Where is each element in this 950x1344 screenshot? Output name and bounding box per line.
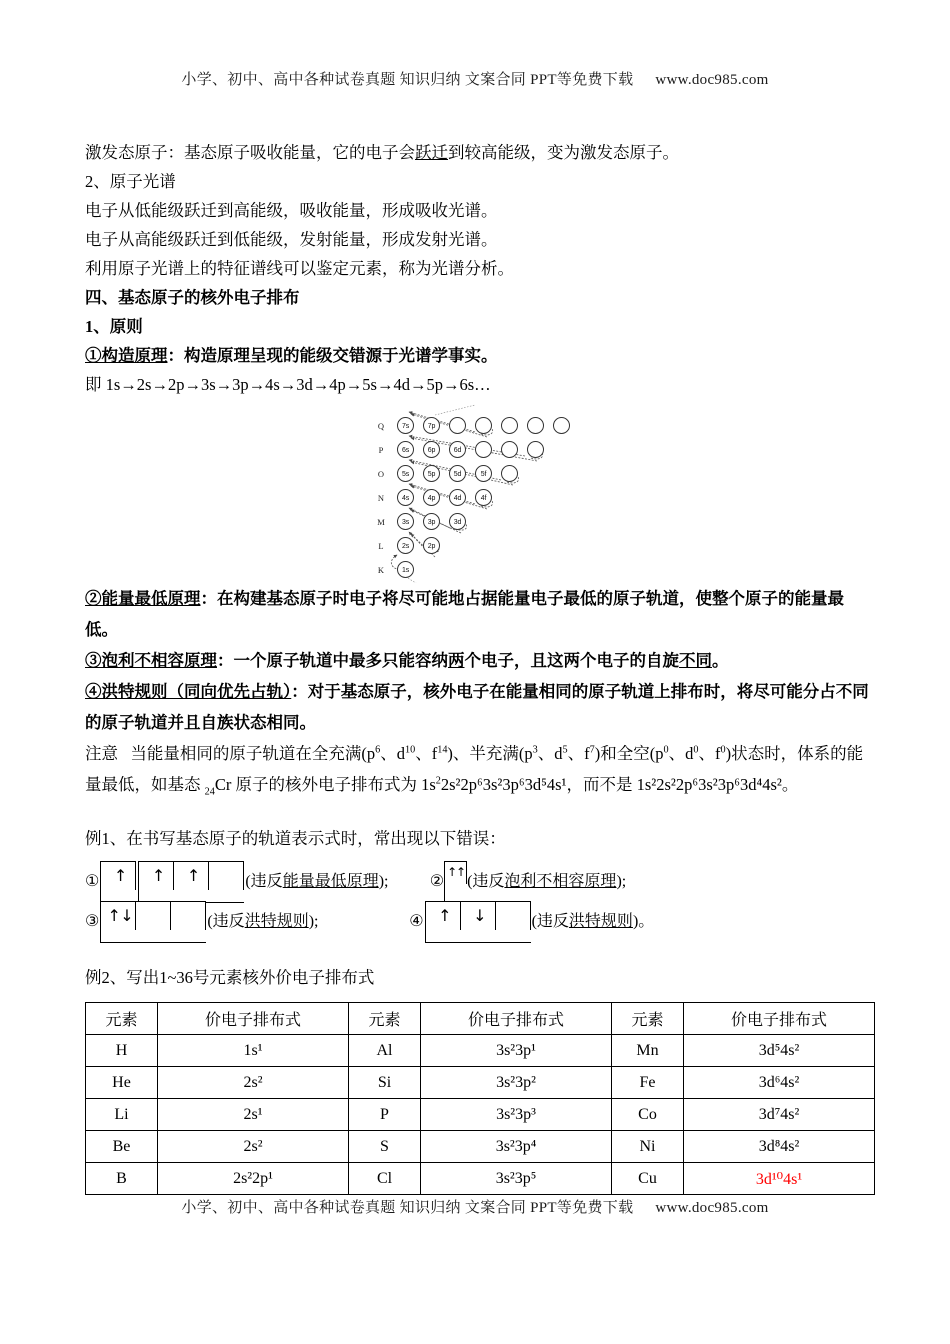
- principle-3-text-c: 。: [712, 651, 729, 670]
- note-sup-2: 10: [404, 744, 416, 756]
- spin-up-arrow-icon: ↑: [455, 865, 467, 880]
- example-1-item-3-note-prefix: (违反: [207, 913, 245, 930]
- heading-principles: 1、原则: [85, 317, 143, 336]
- orbital-boxset-4: [425, 901, 531, 943]
- cell-element: Al: [349, 1035, 421, 1067]
- note-part-7: )和全空(p: [594, 744, 664, 763]
- cell-config: 3s²3p⁴: [421, 1131, 612, 1163]
- orbital-3d: 3d: [449, 513, 466, 530]
- example-1-row-b: [85, 901, 875, 941]
- header-watermark-text: 小学、初中、高中各种试卷真题 知识归纳 文案合同 PPT等免费下载: [181, 72, 634, 88]
- orbital-1s: 1s: [397, 561, 414, 578]
- orbital-4f: 4f: [475, 489, 492, 506]
- note-sup-4: 3: [532, 744, 538, 756]
- orbital-6d: 6d: [449, 441, 466, 458]
- cell-config: 3s²3p⁵: [421, 1163, 612, 1195]
- principle-2-text: ：在构建基态原子时电子将尽可能地占据能量电子最低的原子轨道，使整个原子的能量最低。: [85, 589, 844, 639]
- orbital-empty-p1: [475, 441, 492, 458]
- note-sup-6: 7: [589, 744, 595, 756]
- note-part-9: 、f: [698, 744, 721, 763]
- orbital-cell-empty: [496, 902, 531, 930]
- cell-element: S: [349, 1131, 421, 1163]
- excited-state-prefix: 激发态原子：基态原子吸收能量，它的电子会: [85, 143, 415, 162]
- table-row: [86, 1099, 875, 1131]
- note-config-a: 2s²2p⁶3s²3p⁶3d⁵4s¹: [440, 775, 567, 794]
- heading-section-4: 四、基态原子的核外电子排布: [85, 288, 300, 307]
- cell-config: 3s²3p³: [421, 1099, 612, 1131]
- orbital-7p: 7p: [423, 417, 440, 434]
- column-header-element-1: 元素: [86, 1003, 158, 1035]
- principle-3-underline-b: 不同: [679, 651, 712, 670]
- spin-up-arrow-icon: ↑: [113, 866, 128, 886]
- example-1-item-1-note-suffix: );: [378, 873, 389, 890]
- note-part-11: Cr 原子的核外电子排布式为 1s: [214, 775, 436, 794]
- example-1-title: 例1、在书写基态原子的轨道表示式时，常出现以下错误：: [85, 829, 506, 848]
- cell-element: P: [349, 1099, 421, 1131]
- column-header-element-2: 元素: [349, 1003, 421, 1035]
- cell-config: 3d⁵4s²: [684, 1035, 875, 1067]
- note-config-b: 1s²2s²2p⁶3s²3p⁶3d⁴4s²: [636, 775, 782, 794]
- cell-element: Si: [349, 1067, 421, 1099]
- note-part-4: )、半充满(p: [447, 744, 533, 763]
- orbital-6p: 6p: [423, 441, 440, 458]
- cell-element: Mn: [612, 1035, 684, 1067]
- note-part-12: ，而不是: [566, 775, 637, 794]
- table-row: [86, 1131, 875, 1163]
- shell-label-Q: Q: [377, 421, 385, 431]
- orbital-empty-q2: [475, 417, 492, 434]
- note-sup-8: 0: [693, 744, 699, 756]
- orbital-cell: [139, 862, 174, 890]
- paragraph-orbital-order: [85, 370, 875, 399]
- note-sup-9: 0: [720, 744, 726, 756]
- orbital-4p: 4p: [423, 489, 440, 506]
- paragraph-principle-3: [85, 645, 875, 676]
- note-sup-7: 0: [663, 744, 669, 756]
- cell-config: 2s²2p¹: [158, 1163, 349, 1195]
- note-label: 注意: [85, 744, 118, 763]
- example-1-row-a: [85, 861, 875, 901]
- spin-up-arrow-icon: ↑: [438, 906, 452, 926]
- example-2-title: 例2、写出1~36号元素核外价电子排布式: [85, 968, 375, 987]
- cell-config: 2s²: [158, 1067, 349, 1099]
- orbital-cell: [461, 902, 496, 930]
- orbital-5f: 5f: [475, 465, 492, 482]
- cell-element: Li: [86, 1099, 158, 1131]
- principle-2-label: ②能量最低原理: [85, 589, 201, 608]
- footer-watermark-text: 小学、初中、高中各种试卷真题 知识归纳 文案合同 PPT等免费下载: [181, 1200, 634, 1216]
- cell-element: Cu: [612, 1163, 684, 1195]
- principle-4-text: ：对于基态原子，核外电子在能量相同的原子轨道上排布时，将尽可能分占不同的原子轨道并且自族状态相同。: [85, 682, 869, 732]
- cell-element: Ni: [612, 1131, 684, 1163]
- orbital-cell: [174, 862, 209, 890]
- principle-3-underline-a: 两: [448, 651, 465, 670]
- principle-1-text: ：构造原理呈现的能级交错源于光谱学事实。: [167, 346, 498, 365]
- paragraph-principle-1: [85, 341, 875, 370]
- orbital-2p: 2p: [423, 537, 440, 554]
- note-part-2: 、d: [380, 744, 405, 763]
- aufbau-diagram: [375, 403, 635, 583]
- note-sup-1s: 2: [435, 775, 441, 787]
- example-1-item-3-marker: ③: [85, 913, 100, 930]
- cell-config: 1s¹: [158, 1035, 349, 1067]
- paragraph-excited-state: [85, 138, 875, 167]
- note-part-10: )状态时，体系的能量最低，如基态: [85, 744, 864, 794]
- paragraph-absorption-spectrum: 电子从低能级跃迁到高能级，吸收能量，形成吸收光谱。: [85, 201, 498, 220]
- orbital-empty-q3: [501, 417, 518, 434]
- document-content: [85, 138, 875, 1195]
- cell-element: Cl: [349, 1163, 421, 1195]
- orbital-order-prefix: 即: [85, 375, 106, 394]
- cell-element: Be: [86, 1131, 158, 1163]
- orbital-cell: [101, 902, 136, 930]
- orbital-2s: 2s: [397, 537, 414, 554]
- paragraph-spectral-analysis: 利用原子光谱上的特征谱线可以鉴定元素，称为光谱分析。: [85, 259, 514, 278]
- excited-state-underlined: 跃迁: [415, 143, 448, 162]
- aufbau-diagram-container: [85, 403, 875, 583]
- orbital-5s: 5s: [397, 465, 414, 482]
- example-1-item-2-note-underline: 泡利不相容原理: [504, 873, 617, 890]
- column-header-element-3: 元素: [612, 1003, 684, 1035]
- note-part-3: 、f: [415, 744, 438, 763]
- shell-label-O: O: [377, 469, 385, 479]
- footer-watermark: [0, 1196, 950, 1217]
- orbital-3p: 3p: [423, 513, 440, 530]
- example-1-item-1-note-prefix: (违反: [245, 873, 283, 890]
- cell-element: Co: [612, 1099, 684, 1131]
- example-1-item-4-note-underline: 洪特规则: [568, 913, 633, 930]
- orbital-empty-q4: [527, 417, 544, 434]
- shell-label-L: L: [378, 541, 384, 551]
- note-part-5: 、d: [537, 744, 563, 763]
- spin-up-arrow-icon: ↑: [107, 906, 121, 926]
- orbital-4s: 4s: [397, 489, 414, 506]
- cell-element: H: [86, 1035, 158, 1067]
- orbital-4d: 4d: [449, 489, 466, 506]
- note-part-8: 、d: [668, 744, 694, 763]
- cell-element: B: [86, 1163, 158, 1195]
- column-header-config-1: 价电子排布式: [158, 1003, 349, 1035]
- example-1-item-4-note-prefix: (违反: [531, 913, 569, 930]
- paragraph-note: [85, 738, 875, 800]
- cell-config: 3s²3p¹: [421, 1035, 612, 1067]
- shell-label-N: N: [377, 493, 385, 503]
- example-1-item-2-marker: ②: [429, 873, 445, 890]
- note-sup-5: 5: [562, 744, 568, 756]
- table-row: [86, 1067, 875, 1099]
- note-part-1: 当能量相同的原子轨道在全充满(p: [130, 744, 376, 763]
- table-row: [86, 1035, 875, 1067]
- column-header-config-3: 价电子排布式: [684, 1003, 875, 1035]
- orbital-order-sequence: 1s→2s→2p→3s→3p→4s→3d→4p→5s→4d→5p→6s…: [105, 375, 491, 394]
- example-1-item-2-note-suffix: );: [616, 873, 627, 890]
- principle-3-text-b: 个电子，且这两个电子的自旋: [464, 651, 679, 670]
- principle-3-text-a: ：一个原子轨道中最多只能容纳: [217, 651, 448, 670]
- cell-config-highlighted: 3d¹⁰4s¹: [684, 1163, 875, 1195]
- note-part-6: 、f: [567, 744, 590, 763]
- orbital-cell-empty: [171, 902, 206, 930]
- heading-section-2: 2、原子光谱: [85, 172, 176, 191]
- cell-element: Fe: [612, 1067, 684, 1099]
- table-row: [86, 1163, 875, 1195]
- example-1-item-4-marker: ④: [409, 913, 424, 930]
- orbital-boxset-3: [100, 901, 206, 943]
- example-1-item-2-note-prefix: (违反: [467, 873, 505, 890]
- orbital-3s: 3s: [397, 513, 414, 530]
- example-1-item-4-note-suffix: )。: [632, 913, 655, 930]
- cell-config: 3d⁷4s²: [684, 1099, 875, 1131]
- orbital-5d: 5d: [449, 465, 466, 482]
- orbital-empty-q5: [553, 417, 570, 434]
- header-watermark: [0, 68, 950, 89]
- spin-up-arrow-icon: ↑: [151, 866, 166, 886]
- cell-element: He: [86, 1067, 158, 1099]
- column-header-config-2: 价电子排布式: [421, 1003, 612, 1035]
- spin-up-arrow-icon: ↑: [447, 865, 458, 880]
- header-watermark-url: www.doc985.com: [655, 72, 769, 88]
- cell-config: 3d⁸4s²: [684, 1131, 875, 1163]
- orbital-boxset-1a: [100, 861, 136, 903]
- orbital-cell: [426, 902, 461, 930]
- example-1-item-1-marker: ①: [85, 873, 100, 890]
- example-1-item-3-note-underline: 洪特规则: [244, 913, 309, 930]
- cell-config: 2s¹: [158, 1099, 349, 1131]
- orbital-cell: [101, 862, 136, 890]
- orbital-empty-q1: [449, 417, 466, 434]
- shell-label-K: K: [377, 565, 385, 575]
- paragraph-principle-2: [85, 583, 875, 645]
- cell-config: 3d⁶4s²: [684, 1067, 875, 1099]
- orbital-empty-o1: [501, 465, 518, 482]
- table-header-row: [86, 1003, 875, 1035]
- note-sup-3: 14: [437, 744, 448, 756]
- orbital-cell-empty: [209, 862, 244, 890]
- note-part-13: 。: [781, 775, 799, 794]
- shell-label-P: P: [378, 445, 384, 455]
- principle-1-label: ①构造原理: [85, 346, 168, 365]
- cell-config: 3s²3p²: [421, 1067, 612, 1099]
- paragraph-principle-4: [85, 676, 875, 738]
- orbital-5p: 5p: [423, 465, 440, 482]
- excited-state-suffix: 到较高能级，变为激发态原子。: [448, 143, 679, 162]
- cell-config: 2s²: [158, 1131, 349, 1163]
- spin-down-arrow-icon: ↓: [120, 906, 134, 926]
- footer-watermark-url: www.doc985.com: [655, 1200, 769, 1216]
- orbital-empty-p3: [527, 441, 544, 458]
- orbital-7s: 7s: [397, 417, 414, 434]
- principle-4-label: ④洪特规则（同向优先占轨）: [85, 682, 292, 701]
- example-1-item-3-note-suffix: );: [308, 913, 319, 930]
- orbital-cell: [445, 862, 467, 884]
- note-sup-1: 6: [375, 744, 381, 756]
- orbital-cell-empty: [136, 902, 171, 930]
- spin-up-arrow-icon: ↑: [186, 866, 201, 886]
- shell-label-M: M: [377, 517, 385, 527]
- principle-3-label: ③泡利不相容原理: [85, 651, 217, 670]
- paragraph-emission-spectrum: 电子从高能级跃迁到低能级，发射能量，形成发射光谱。: [85, 230, 498, 249]
- orbital-boxset-2: [444, 861, 467, 903]
- valence-configuration-table: [85, 1002, 875, 1195]
- orbital-boxset-1b: [138, 861, 244, 903]
- orbital-empty-p2: [501, 441, 518, 458]
- note-sub-cr: 24: [204, 786, 215, 798]
- example-1-item-1-note-underline: 能量最低原理: [282, 873, 379, 890]
- spin-down-arrow-icon: ↓: [473, 906, 487, 926]
- orbital-6s: 6s: [397, 441, 414, 458]
